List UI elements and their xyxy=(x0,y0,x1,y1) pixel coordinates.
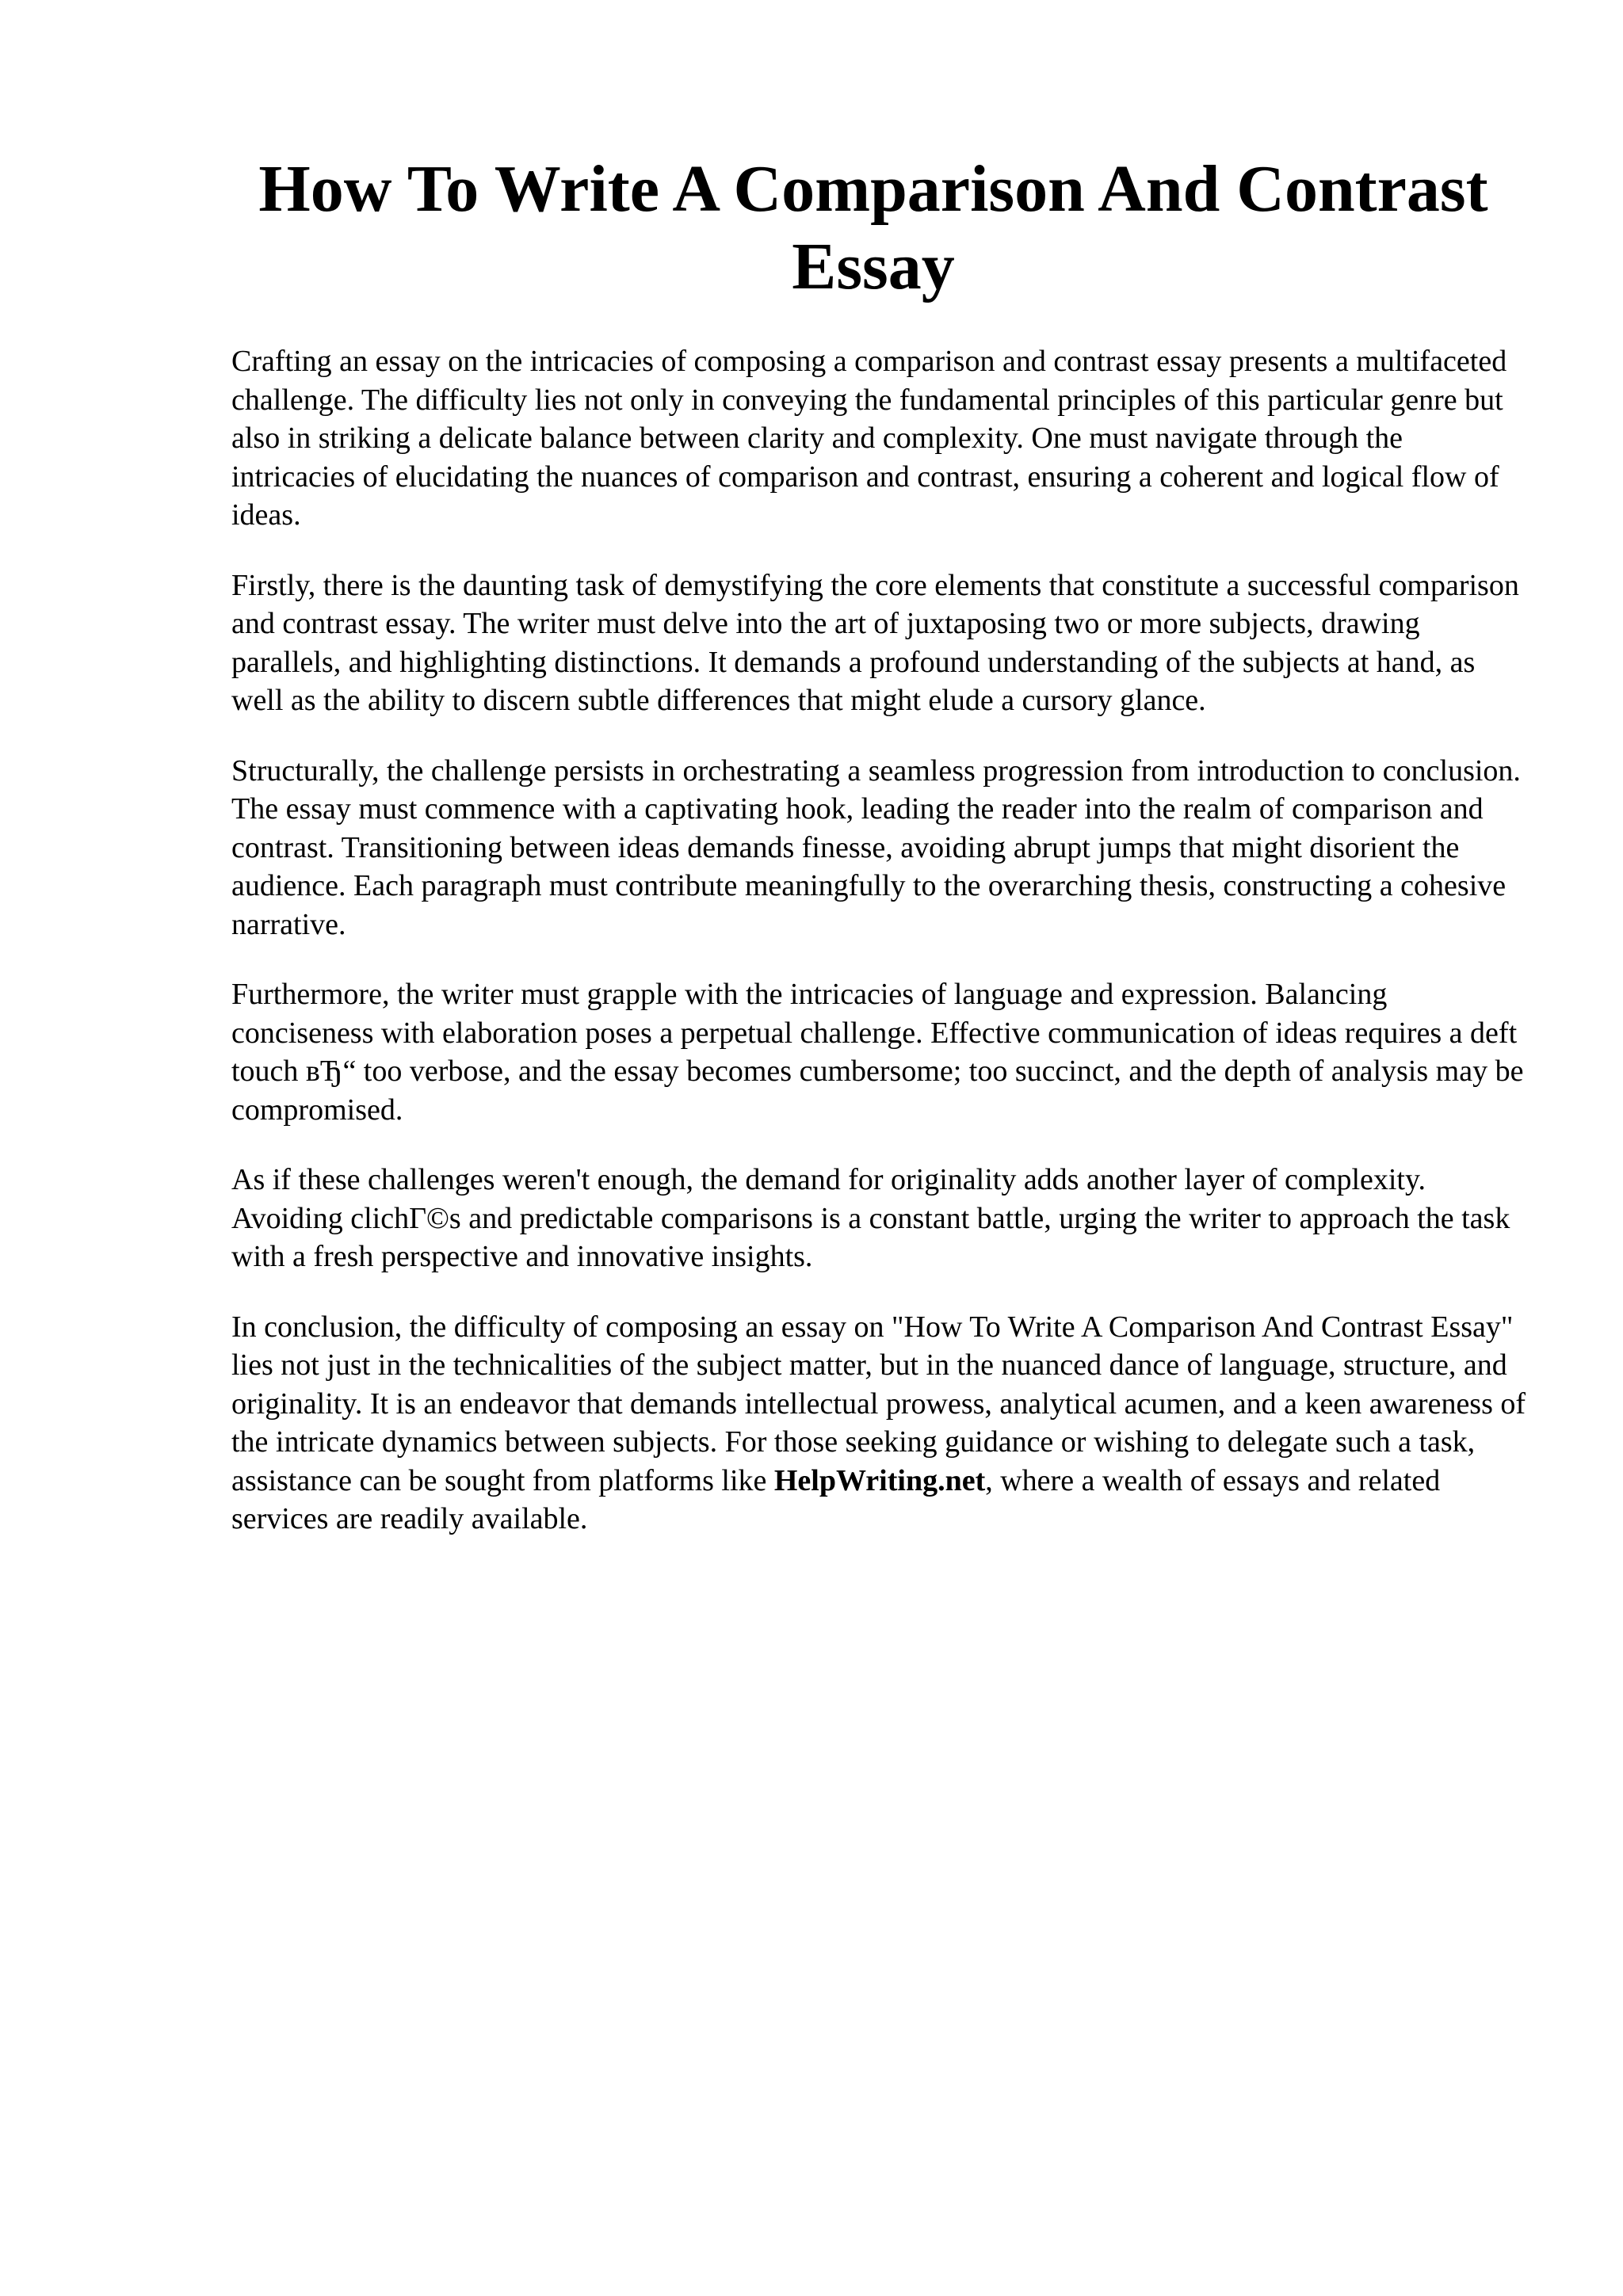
brand-link[interactable]: HelpWriting.net xyxy=(773,1463,986,1497)
paragraph-conclusion xyxy=(231,1308,1531,1539)
document-body xyxy=(231,342,1531,1570)
paragraph-structure: Structurally, the challenge persists in orchestrating a seamless progression from introduction to conclusion. The essay must commence with a captivating hook, leading the reader into the realm of comparison and contrast. Transitioning between ideas demands finesse, avoiding abrupt jumps that might disorient the audience. Each paragraph must contribute meaningfully to the overarching thesis, constructing a cohesive narrative. xyxy=(231,753,1521,941)
paragraph-intro: Crafting an essay on the intricacies of composing a comparison and contrast essay presents a multifaceted challenge. The difficulty lies not only in conveying the fundamental principles of this particular genre but also in striking a delicate balance between clarity and complexity. One must navigate through the intricacies of elucidating the nuances of comparison and contrast, ensuring a coherent and logical flow of ideas. xyxy=(231,345,1507,532)
paragraph-originality: As if these challenges weren't enough, the demand for originality adds another layer of complexity. Avoiding clichГ©s and predictable comparisons is a constant battle, urging the writer to approach the task with a fresh perspective and innovative insights. xyxy=(231,1163,1510,1273)
conclusion-text: In conclusion, the difficulty of composing an essay on "How To Write A Comparison And Contrast Essay" lies not just in the technicalities of the subject matter, but in the nuanced dance of language, structure, and originality. It is an endeavor that demands intellectual prowess, analytical acumen, and a keen awareness of the intricate dynamics between subjects. For those seeking guidance or wishing to delegate such a task, assistance can be sought from platforms like xyxy=(231,1310,1526,1497)
document-title: How To Write A Comparison And Contrast Essay xyxy=(258,152,1488,303)
conclusion-tail: , where a wealth of essays and related services are readily available. xyxy=(231,1463,1441,1535)
paragraph-core-elements: Firstly, there is the daunting task of demystifying the core elements that constitute a successful comparison and contrast essay. The writer must delve into the art of juxtaposing two or more subjects, drawing parallels, and highlighting distinctions. It demands a profound understanding of the subjects at hand, as well as the ability to discern subtle differences that might elude a cursory glance. xyxy=(231,568,1519,717)
paragraph-language: Furthermore, the writer must grapple with the intricacies of language and expression. Balancing conciseness with elaboration poses a perpetual challenge. Effective communication of ideas requires a deft touch вЂ“ too verbose, and the essay becomes cumbersome; too succinct, and the depth of analysis may be compromised. xyxy=(231,978,1524,1127)
